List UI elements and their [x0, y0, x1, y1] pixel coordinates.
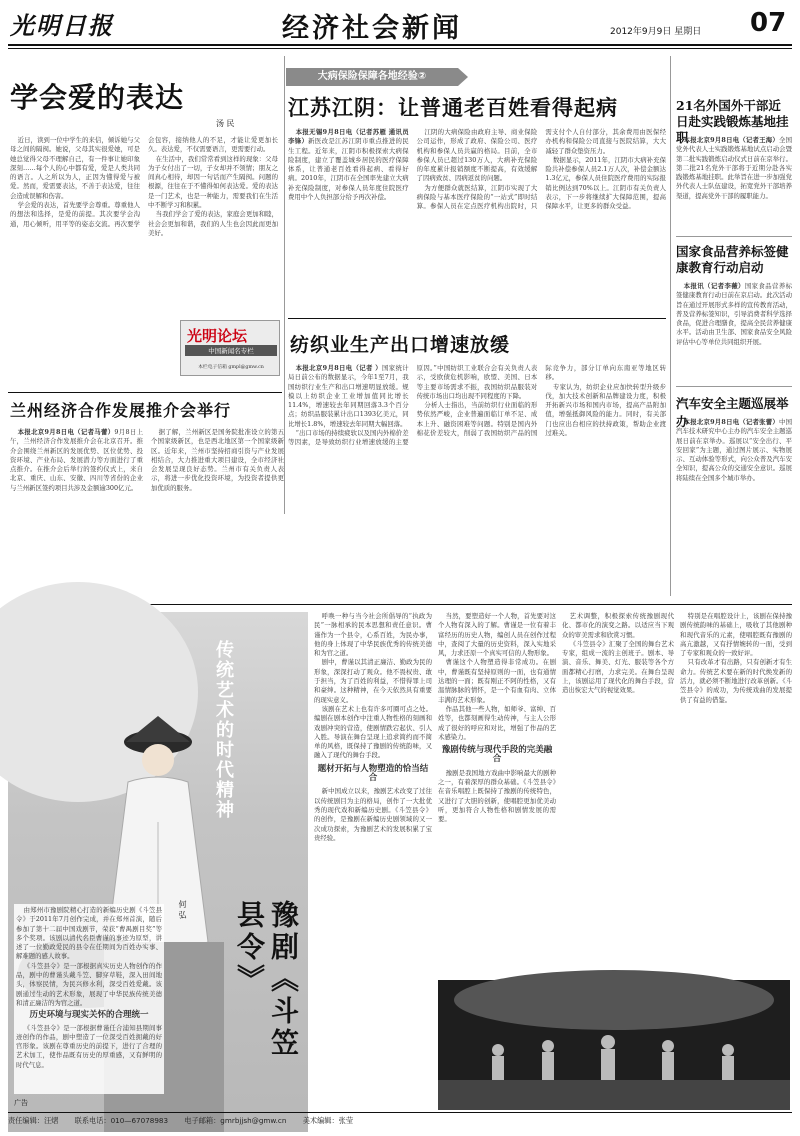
opera-paragraph: 剧中，曹谨以其清正廉洁、勤政为民的形象，深深打动了观众。他不畏权贵、敢于担当，为了百姓的利益，不惜得罪上司和豪绅。这种精神，在今天依然具有重要的现实意义。 — [314, 658, 432, 704]
opera-subhead-1: 历史环境与现实关怀的合理统一 — [29, 1010, 149, 1021]
forum-email: 本栏电子信箱 gmpl@gmw.cn — [198, 365, 264, 370]
opera-paragraph: 作品其他一些人物，如师爷、富绅、百姓等，也都刻画得生动传神，与主人公形成了很好的呼应和对比，增强了作品的艺术感染力。 — [438, 704, 556, 741]
ad-label: 广告 — [14, 1099, 28, 1107]
opera-paragraph: 当然，要塑造好一个人物，首先要对这个人物有深入的了解。曹谨是一位有着丰富经历的历史人物，编创人员在创作过程中，查阅了大量的历史资料，深入实地采风，力求还原一个真实可信的人物形象。 — [438, 612, 556, 658]
stage-photo — [438, 980, 790, 1110]
opera-paragraph: 曹谨这个人物塑造得非常成功。在剧中，曹谨既有坚持原则的一面，也有通情达理的一面；既有刚正不阿的性格，又有温情脉脉的情怀，是一个有血有肉、立体丰满的艺术形象。 — [438, 658, 556, 704]
header-rule — [8, 44, 792, 46]
opera-column-two — [314, 612, 432, 1112]
masthead-logo: 光明日报 — [10, 11, 114, 40]
right-story3-body — [676, 418, 792, 594]
lanzhou-paragraph: 9月8日上午，兰州经济合作发展推介会在北京召开。推介会围绕兰州新区的发展优势、区位优势、投资环境、产业布局、发展潜力等方面进行了重点推介。在推介会后举行的签约仪式上，来自北京、重庆、山东、安徽、四川等省份的企业与兰州新区签约项目共涉及金额逾300亿元。 — [10, 428, 143, 492]
column-separator — [670, 56, 671, 596]
header-rule-thin — [8, 48, 792, 49]
essay-title: 学会爱的表达 — [10, 81, 185, 114]
jiangyin-body — [288, 128, 666, 314]
textile-headline: 纺织业生产出口增速放缓 — [290, 334, 511, 356]
textile-byline: 本报北京9月8日电（记者 ） — [295, 364, 383, 372]
lanzhou-headline: 兰州经济合作发展推介会举行 — [10, 401, 232, 420]
feature-kicker: 传统艺术的时代精神 — [213, 640, 234, 820]
right-story1-headline: 21名外国外干部近日赴实践锻炼基地挂职 — [676, 98, 789, 145]
jiangyin-paragraph: 数据显示，2011年，江阴市大病补充保险共补偿参保人员2.1万人次，补偿金额达1.3亿元，参保人员住院医疗费用的实际报销比例达到70%以上。江阴市有关负责人表示，下一步将继续扩大保障范围，提高保障水平，让更多的群众受益。 — [545, 155, 666, 211]
right-divider — [676, 236, 792, 237]
opera-paragraph: 《斗笠县令》是一部根据真实历史人物创作的作品，剧中的曹谨头戴斗笠、脚穿草鞋，深入田间地头，体察民情，为民兴修水利，深受百姓爱戴。该剧通过生动的艺术形象，展现了中华民族传统美德和清正廉洁的为官之道。 — [16, 961, 162, 1007]
series-banner-arrow — [458, 68, 468, 86]
essay-paragraph: 近日，读到一位中学生的来信，倾诉她与父母之间的隔阂。她说，父母其实很爱她，可是她总觉得父母不理解自己，有一件事让她印象深刻……每个人的心中都有爱，爱是人类共同的语言。人之所以为人，正因为懂得爱与被爱。然而，爱需要表达，不善于表达爱，往往会造成误解和伤害。 — [10, 136, 140, 200]
lanzhou-body — [10, 428, 284, 510]
right-story3-byline: 本报北京9月8日电（记者张蕾） — [683, 418, 779, 426]
textile-body — [288, 364, 666, 510]
footer-editor: 责任编辑：汪熠 — [8, 1116, 59, 1125]
jiangyin-headline: 江苏江阴：让普通老百姓看得起病 — [288, 95, 618, 120]
column-separator — [284, 56, 285, 514]
footer-email: 电子邮箱：gmrbjjsh@gmw.cn — [184, 1116, 287, 1125]
footer-credits — [8, 1116, 792, 1130]
right-story2-text: 国家食品营养标签健康教育行动日前在京启动。此次活动旨在通过开展形式多样的宣传教育活动，普及营养标签知识，引导消费者科学选择食品，促进合理膳食，提高全民营养健康水平。活动由卫生部、国家食品安全风险评估中心等单位共同组织开展。 — [676, 282, 793, 346]
forum-column-box — [180, 320, 280, 376]
jiangyin-byline: 本报无锡9月8日电（记者苏雁 通讯员李锋） — [288, 128, 409, 146]
series-banner: 大病保险保障各地经验② — [286, 68, 458, 86]
opera-paragraph: 由郑州市豫剧院精心打造的新编历史剧《斗笠县令》于2011年7月创作完成，并在郑州首演，随后参加了第十二届中国戏剧节，荣获“曹禺剧目奖”等多个奖项。该剧以清代名臣曹谨的事迹为原型，讲述了一位勤政爱民的县令在任期间为百姓办实事、解难题的感人故事。 — [16, 906, 162, 961]
forum-title: 光明论坛 — [187, 327, 248, 345]
jiangyin-paragraph: 江阴的大病保险由政府主导、商业保险公司运作，形成了政府、保险公司、医疗机构和参保人员共赢的格局。目前，全市参保人员已超过130万人，大病补充保险的年度累计报销额度不断提高，有效缓解了因病致贫、因病返贫的问题。 — [416, 128, 538, 183]
essay-author: 汤 民 — [216, 119, 235, 128]
stage-performance-illustration — [438, 980, 790, 1110]
section-title: 经济社会新闻 — [282, 13, 462, 44]
feature-headline: 豫剧《斗笠县令》 — [233, 900, 300, 1060]
essay-paragraph: 在生活中，我们常常看到这样的现象：父母为子女付出了一切，子女却并不领情；朋友之间真心相待，却因一句话而产生隔阂。问题的根源，往往在于不懂得如何表达爱。爱的表达是一门艺术，也是一种能力，需要我们在生活中不断学习和积累。 — [148, 154, 278, 210]
opera-subhead-2: 题材开拓与人物塑造的恰当结合 — [317, 763, 429, 784]
opera-paragraph: 《斗笠县令》汇聚了全国的舞台艺术专家，组成一流的主创班子。剧本、导演、音乐、舞美、灯光、服装等各个方面都精心打磨，力求完美。在舞台呈现上，该剧运用了现代化的舞台手段，营造出恢宏大气的视觉效果。 — [562, 639, 674, 695]
feature-author: 何 弘 — [178, 900, 187, 919]
opera-paragraph: 《斗笠县令》是一部根据曹谨任合浦知县期间事迹创作的作品，剧中塑造了一位深受百姓拥戴的好官形象。该剧在尊重历史的前提下，进行了合理的艺术加工，使作品既有历史的厚重感，又有鲜明的时代气息。 — [16, 1023, 162, 1069]
footer-designer: 美术编辑：张莹 — [302, 1116, 354, 1125]
right-story2-body — [676, 282, 792, 382]
essay-body — [10, 136, 278, 312]
page-number: 07 — [750, 8, 787, 38]
right-story1-body — [676, 136, 792, 230]
textile-paragraph: 国家统计局日前公布的数据显示，今年1至7月，我国纺织行业生产和出口增速明显放缓。规模以上纺织企业工业增加值同比增长11.4%，增速较去年同期回落3.3个百分点；纺织品服装累计出口1393亿美元，同比增长1.8%，增速较去年同期大幅回落。 — [288, 364, 409, 428]
right-story2-byline: 本报讯（记者李薇） — [683, 282, 745, 290]
right-story1-byline: 本报北京9月8日电（记者王海） — [683, 136, 779, 144]
jiangyin-paragraph: 新医改是江苏江阴市重点推进的民生工程。近年来，江阴市积极探索大病保险制度，建立了覆盖城乡居民的医疗保障体系，让普通老百姓看得起病、看得好病。2010年，江阴市在全国率先建立大病补充保险制度，对参保人员年度住院医疗费用中个人负担部分给予再次补偿。 — [288, 137, 409, 202]
essay-paragraph: 当我们学会了爱的表达，家庭会更加和睦，社会会更加和谐，我们的人生也会因此而更加美好。 — [148, 210, 278, 237]
essay-paragraph: 学会爱的表达，首先要学会尊重。尊重他人的想法和选择，是爱的前提。其次要学会沟通，用心倾听，用平等的姿态交流。再次要学会包容，接纳他人的不足，才能让爱更加长久。表达爱，不仅需要语言，更需要行动。 — [10, 136, 278, 228]
issue-date: 2012年9月9日 星期日 — [610, 27, 702, 37]
opera-column-one — [14, 904, 164, 1094]
forum-subtitle: 中国新闻名专栏 — [185, 345, 277, 356]
lanzhou-paragraph: 据了解，兰州新区是国务院批准设立的第五个国家级新区，也是西北地区第一个国家级新区。近年来，兰州市坚持招商引资与产业发展相结合，大力推进重大项目建设，全市经济社会发展呈现良好态势。兰州市有关负责人表示，将进一步优化投资环境，为投资者提供更加优质的服务。 — [151, 428, 284, 492]
opera-paragraph: 呼唤一种与当今社会所倡导的“执政为民”一脉相承的民本思想和责任意识。曹谨作为一个县令，心系百姓，为民办事，他的身上体现了中华民族优秀的传统美德和为官之道。 — [314, 612, 432, 658]
opera-paragraph: 只有改革才有出路，只有创新才有生命力。传统艺术要在新的时代焕发新的活力，就必须不断地进行改革创新。《斗笠县令》的成功，为传统戏曲的发展提供了有益的借鉴。 — [680, 658, 792, 704]
footer-phone: 联系电话：010—67078983 — [74, 1116, 169, 1125]
section-divider — [288, 318, 666, 319]
textile-paragraph: 分析人士指出，当前纺织行业面临的形势依然严峻，企业普遍面临订单不足、成本上升、融资困难等问题。特别是国内外棉花价差较大，削弱了我国纺织产品的国际竞争力，部分订单向东南亚等地区转移。 — [416, 364, 666, 438]
opera-paragraph: 特别是在唱腔设计上，该剧在保持豫剧传统韵味的基础上，吸收了其他剧种和现代音乐的元素，使唱腔既有豫剧的高亢激越，又有抒情婉转的一面，受到了专家和观众的一致好评。 — [680, 612, 792, 658]
footer-rule — [8, 1112, 792, 1113]
opera-paragraph: 新中国成立以来，豫剧艺术改变了过往以传统剧目为主的格局，创作了一大批优秀的现代戏和新编历史剧。《斗笠县令》的创作，是豫剧在新编历史剧领域的又一次成功探索，为豫剧艺术的发展积累了宝贵经验。 — [314, 787, 432, 842]
opera-paragraph: 豫剧是我国地方戏曲中影响最大的剧种之一，有着深厚的群众基础。《斗笠县令》在音乐唱腔上既保持了豫剧的传统特色，又进行了大胆的创新，使唱腔更加优美动听，更加符合人物性格和剧情发展的需要。 — [438, 768, 556, 824]
section-divider — [8, 392, 282, 393]
opera-paragraph: 艺术调整，积极探索传统豫剧现代化、都市化的演变之路。以适应当下观众的审美需求和欣赏习惯。 — [562, 612, 674, 639]
right-story2-headline: 国家食品营养标签健康教育行动启动 — [676, 244, 789, 275]
textile-paragraph: “出口市场的持续疲软以及国内外棉价差等因素，是导致纺织行业增速放缓的主要原因。”中国纺织工业联合会有关负责人表示，受欧债危机影响，欧盟、美国、日本等主要市场需求不振，我国纺织品服装对传统市场出口均出现不同程度的下降。 — [288, 364, 538, 447]
opera-paragraph: 该剧在艺术上也有许多可圈可点之处。编剧在剧本创作中注重人物性格的刻画和戏剧冲突的营造，使剧情跌宕起伏、引人入胜。导演在舞台呈现上追求简约而不简单的风格，既保持了豫剧的传统韵味，又融入了现代的舞台手段。 — [314, 704, 432, 760]
right-story3-headline: 汽车安全主题巡展举办 — [676, 396, 789, 429]
jiangyin-paragraph: 为方便群众就医结算，江阴市实现了大病保险与基本医疗保险的“一站式”即时结算。参保人员在定点医疗机构出院时，只需支付个人自付部分，其余费用由医保经办机构和保险公司直接与医院结算，大大减轻了群众垫资压力。 — [416, 128, 666, 211]
right-story3-text: 中国汽车技术研究中心主办的汽车安全主题巡展日前在京举办。巡展以“安全出行、平安回家”为主题，通过图片展示、实物展示、互动体验等形式，向公众普及汽车安全知识，提高公众的交通安全意识。巡展将陆续在全国多个城市举办。 — [676, 418, 792, 482]
right-story1-text: 全国党外代表人士实践锻炼基地试点启动会暨第二批实践锻炼启动仪式日前在京举行。第二批21名党外干部将于近期分赴各实践锻炼基地挂职。此举旨在进一步加强党外代表人士队伍建设，拓宽党外干部培养渠道，提高党外干部的履职能力。 — [676, 136, 792, 200]
textile-paragraph: 专家认为，纺织企业应加快转型升级步伐，加大技术创新和品牌建设力度，积极开拓新兴市场和国内市场，提高产品附加值，增强抵御风险的能力。同时，有关部门也应出台相应的扶持政策，帮助企业渡过难关。 — [545, 382, 666, 438]
right-divider — [676, 386, 792, 387]
lanzhou-byline: 本报北京9月8日电（记者马蕾） — [17, 428, 115, 436]
opera-subhead-3: 豫剧传统与现代手段的完美融合 — [441, 745, 553, 765]
